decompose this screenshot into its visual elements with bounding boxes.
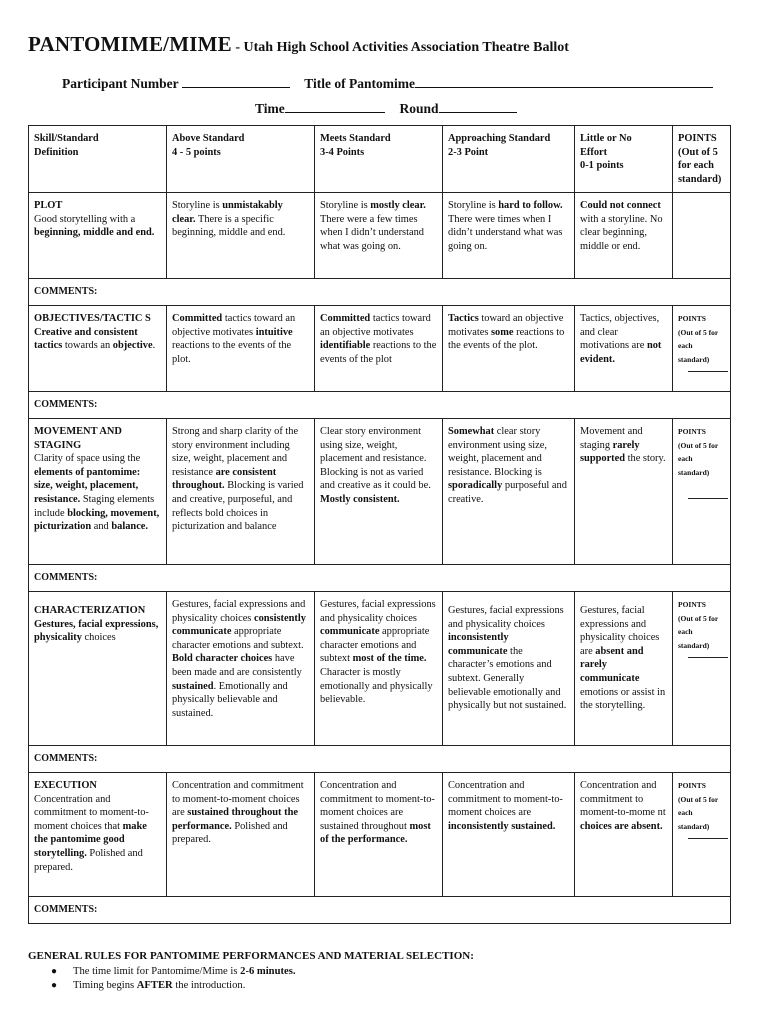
rubric-header-row [29,126,731,193]
meets-cell-objectives: Committed tactics toward an objective motivates identifiable reactions to the events of the plot [315,306,443,392]
above-cell-plot: Storyline is unmistakably clear. There is a specific beginning, middle and end. [167,193,315,279]
page-title: PANTOMIME/MIME [28,32,232,56]
little-cell-plot: Could not connect with a storyline. No clear beginning, middle or end. [575,193,673,279]
header-little: Little or No Effort 0-1 points [575,126,673,193]
skill-cell-plot: PLOT Good storytelling with a beginning, middle and end. [29,193,167,279]
general-rules [28,950,738,993]
round-label: Round [399,101,439,116]
skill-cell-execution: EXECUTION Concentration and commitment to moment-to-moment choices that make the pantomime good storytelling. Polished and prepared. [29,773,167,897]
bullet-icon: ● [51,980,58,991]
points-cell-movement[interactable]: POINTS (Out of 5 for each standard) [673,419,731,565]
header-skill: Skill/Standard Definition [29,126,167,193]
little-cell-characterization: Gestures, facial expressions and physicality choices are absent and rarely communicate emotions or assist in the storytelling. [575,592,673,746]
comments-row-objectives [29,392,731,419]
comments-characterization[interactable]: COMMENTS: [29,746,731,773]
meets-cell-execution: Concentration and commitment to moment-to-moment choices are sustained throughout most of the performance. [315,773,443,897]
skill-cell-movement: MOVEMENT AND STAGING Clarity of space using the elements of pantomime: size, weight, placement, resistance. Staging elements include blocking, movement, picturization and balance. [29,419,167,565]
rubric-row-plot [29,193,731,279]
skill-cell-objectives: OBJECTIVES/TACTIC S Creative and consistent tactics towards an objective. [29,306,167,392]
meets-cell-characterization: Gestures, facial expressions and physicality choices communicate appropriate character emotions and subtext most of the time. Character is mostly emotionally and physically believable. [315,592,443,746]
header-approaching: Approaching Standard 2-3 Point [443,126,575,193]
time-label: Time [255,101,285,116]
round-field[interactable] [439,100,517,113]
above-cell-characterization: Gestures, facial expressions and physicality choices consistently communicate appropriate character emotions and subtext. Bold character choices have been made and are consistently sustained. Emotionally and physically believable and sustained. [167,592,315,746]
comments-objectives[interactable]: COMMENTS: [29,392,731,419]
bullet-icon: ● [51,966,58,977]
ballot-title [28,32,569,57]
header-meets: Meets Standard 3-4 Points [315,126,443,193]
meets-cell-plot: Storyline is mostly clear. There were a few times when I didn’t understand what was going on. [315,193,443,279]
time-round-line [255,100,517,117]
above-cell-objectives: Committed tactics toward an objective motivates intuitive reactions to the events of the plot. [167,306,315,392]
header-points: POINTS (Out of 5 for each standard) [673,126,731,193]
rubric-row-characterization [29,592,731,746]
comments-row-plot [29,279,731,306]
approaching-cell-execution: Concentration and commitment to moment-to-moment choices are inconsistently sustained. [443,773,575,897]
little-cell-movement: Movement and staging rarely supported the story. [575,419,673,565]
comments-plot[interactable]: COMMENTS: [29,279,731,306]
above-cell-execution: Concentration and commitment to moment-to-moment choices are sustained throughout the performance. Polished and prepared. [167,773,315,897]
points-cell-execution[interactable]: POINTS (Out of 5 for each standard) [673,773,731,897]
meets-cell-movement: Clear story environment using size, weight, placement and resistance. Blocking is not as varied and creative as it could be. Mostly consistent. [315,419,443,565]
comments-row-execution [29,897,731,924]
rubric-row-execution [29,773,731,897]
approaching-cell-plot: Storyline is hard to follow. There were times when I didn’t understand what was going on. [443,193,575,279]
comments-row-movement [29,565,731,592]
comments-row-characterization [29,746,731,773]
title-of-pantomime-label: Title of Pantomime [304,76,415,91]
page-subtitle: - Utah High School Activities Association Theatre Ballot [231,40,569,55]
comments-movement[interactable]: COMMENTS: [29,565,731,592]
little-cell-execution: Concentration and commitment to moment-to-mome nt choices are absent. [575,773,673,897]
general-rules-heading: GENERAL RULES FOR PANTOMIME PERFORMANCES AND MATERIAL SELECTION: [28,950,474,962]
points-cell-objectives[interactable]: POINTS (Out of 5 for each standard) [673,306,731,392]
approaching-cell-characterization: Gestures, facial expressions and physicality choices inconsistently communicate the character’s emotions and subtext. Generally believable emotionally and physically but not sustained. [443,592,575,746]
participant-number-field[interactable] [182,75,290,88]
rubric-row-movement [29,419,731,565]
points-cell-plot[interactable] [673,193,731,279]
above-cell-movement: Strong and sharp clarity of the story environment including size, weight, placement and resistance are consistent throughout. Blocking is varied and creative, purposeful, and reflects bold choices in picturization and balance [167,419,315,565]
rule-item: ● The time limit for Pantomime/Mime is 2-6 minutes. [51,966,296,977]
title-of-pantomime-field[interactable] [415,75,713,88]
approaching-cell-objectives: Tactics toward an objective motivates some reactions to the events of the plot. [443,306,575,392]
comments-execution[interactable]: COMMENTS: [29,897,731,924]
rule-item: ● Timing begins AFTER the introduction. [51,980,246,991]
rubric-table [28,125,731,924]
points-cell-characterization[interactable]: POINTS (Out of 5 for each standard) [673,592,731,746]
time-field[interactable] [285,100,385,113]
rubric-row-objectives [29,306,731,392]
header-above: Above Standard 4 - 5 points [167,126,315,193]
rules-list [28,965,738,993]
participant-number-label: Participant Number [62,76,179,91]
approaching-cell-movement: Somewhat clear story environment using size, weight, placement and resistance. Blocking is sporadically purposeful and creative. [443,419,575,565]
little-cell-objectives: Tactics, objectives, and clear motivations are not evident. [575,306,673,392]
participant-line [62,75,713,92]
skill-cell-characterization: CHARACTERIZATION Gestures, facial expressions, physicality choices [29,592,167,746]
